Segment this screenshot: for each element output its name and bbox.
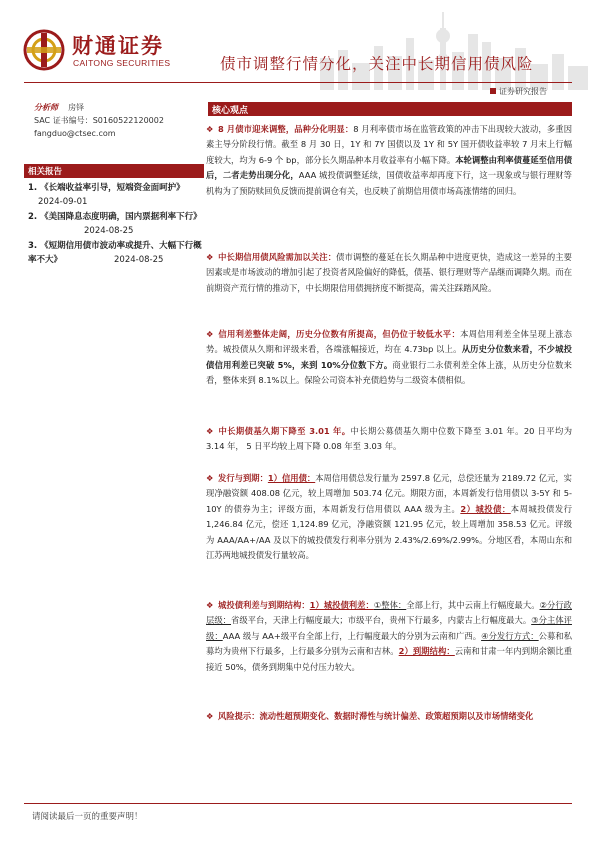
logo-cn-text: 财通证券 [72,33,164,58]
diamond-bullet-icon: ❖ [206,329,214,339]
footer-divider [24,803,572,804]
diamond-bullet-icon: ❖ [206,600,214,610]
diamond-bullet-icon: ❖ [206,252,214,262]
caitong-logo-icon [22,28,66,72]
report-type-label: 证券研究报告 [490,86,547,97]
related-reports-title: 相关报告 [28,167,63,177]
analyst-email[interactable]: fangduo@ctsec.com [34,129,116,138]
square-bullet-icon [490,88,496,94]
report-title: 债市调整行情分化，关注中长期信用债风险 [220,55,534,73]
related-reports-list [28,181,204,268]
core-point-2: ❖ 中长期信用债风险需加以关注：债市调整的蔓延在长久期品种中进度更快，造成这一差异的主要因素或是市场波动的增加引起了投资者风险偏好的降低，债基、银行理财等产品继而调降久期。而在前期资产荒行情的推动下，中长期限信用债拥挤度不断提高，需关注踩踏风险。 [206,252,572,293]
diamond-bullet-icon: ❖ [206,426,214,436]
sac-number: S0160522120002 [92,116,164,125]
core-point-6: ❖ 城投债利差与到期结构：1）城投债利差：①整体：全部上行，其中云南上行幅度最大。②分行政层级：省级平台，天津上行幅度最大；市级平台，贵州下行最多，内蒙古上行幅度最大。③分主体评级：AAA 级与 AA+级平台全部上行，上行幅度最大的分别为云南和广西。④分发行方式：公募和私募均为贵州下行最多，上行最多分别为云南和吉林。2）到期结构：云南和甘肃一年内到期余额比重接近 50%，债务到期集中兑付压力较大。 [206,600,572,672]
disclaimer-footer: 请阅读最后一页的重要声明！ [32,812,143,822]
core-point-1: ❖ 8 月债市迎来调整，品种分化明显：8 月利率债市场在监管政策的冲击下出现较大波动，多重因素主导分阶段行情。截至 8 月 30 日，1Y 和 7Y 国债以及 1Y 和 5Y 国开债收益率较 7 月末上行幅度较大，均为 6-9 个 bp，部分长久期品种本月收益率有小幅下降。本轮调整由利率债蔓延至信用债后，二者走势出现分化，AAA 城投债调整延续，国债收益率却再度下行，这一现象或与银行理财等机构为了预防赎回负反馈而提前调仓有关，也反映了前期信用债市场高涨情绪的回归。 [206,124,572,196]
company-logo [22,28,182,72]
core-point-5: ❖ 发行与到期：1）信用债：本周信用债总发行量为 2597.8 亿元，总偿还量为 2189.72 亿元，实现净融资额 408.08 亿元，较上周增加 503.74 亿元。期限方面，本周新发行信用债以 3-5Y 和 5-10Y 的债券为主；评级方面，本周新发行信用债以 AAA 级为主。2）城投债：本周城投债发行 1,246.84 亿元，偿还 1,124.89 亿元，净融资额 121.95 亿元，较上周增加 358.53 亿元。评级为 AAA/AA+/AA 及以下的城投债发行利率分别为 2.43%/2.69%/2.99%。分地区看，本周山东和江苏两地城投债发行量较高。 [206,473,572,561]
core-views-header-bar [208,102,572,116]
diamond-bullet-icon: ❖ [206,473,214,483]
related-report-item[interactable]: 1. 《长端收益率引导，短端资金面呵护》 2024-09-01 [28,183,185,207]
core-point-4: ❖ 中长期债基久期下降至 3.01 年。中长期公募债基久期中位数下降至 3.01 年。20 日平均为 3.14 年， 5 日平均较上周下降 0.08 年至 3.03 年。 [206,426,573,452]
diamond-bullet-icon: ❖ [206,124,214,134]
related-report-item[interactable]: 2. 《美国降息态度明确，国内票据利率下行》 2024-08-25 [28,212,202,236]
analyst-name: 房铎 [68,103,85,112]
core-point-3: ❖ 信用利差整体走阔，历史分位数有所提高，但仍位于较低水平：本周信用利差全体呈现上涨态势。城投债从久期和评级来看，各端涨幅接近，均在 4.73bp 以上。从历史分位数来看，不少城投债信用利差已突破 5%，来到 10%分位数下方。商业银行二永债利差全体上涨，从历史分位数来看，整体来到 8.1%以上。保险公司资本补充债趋势与二级资本债相似。 [206,329,572,386]
analyst-info [34,101,204,140]
related-report-item[interactable]: 3. 《短期信用债市波动率或提升、大幅下行概率不大》 2024-08-25 [28,241,202,265]
core-point-7: ❖ 风险提示：流动性超预期变化、数据时滞性与统计偏差、政策超预期以及市场情绪变化 [206,709,572,724]
diamond-bullet-icon: ❖ [206,711,214,721]
analyst-role-label: 分析师 [34,103,58,112]
logo-en-text: CAITONG SECURITIES [73,58,171,68]
city-skyline-graphic [300,8,595,90]
sac-label: SAC 证书编号： [34,116,93,125]
core-views-title: 核心观点 [212,106,249,116]
header-divider [24,82,572,83]
